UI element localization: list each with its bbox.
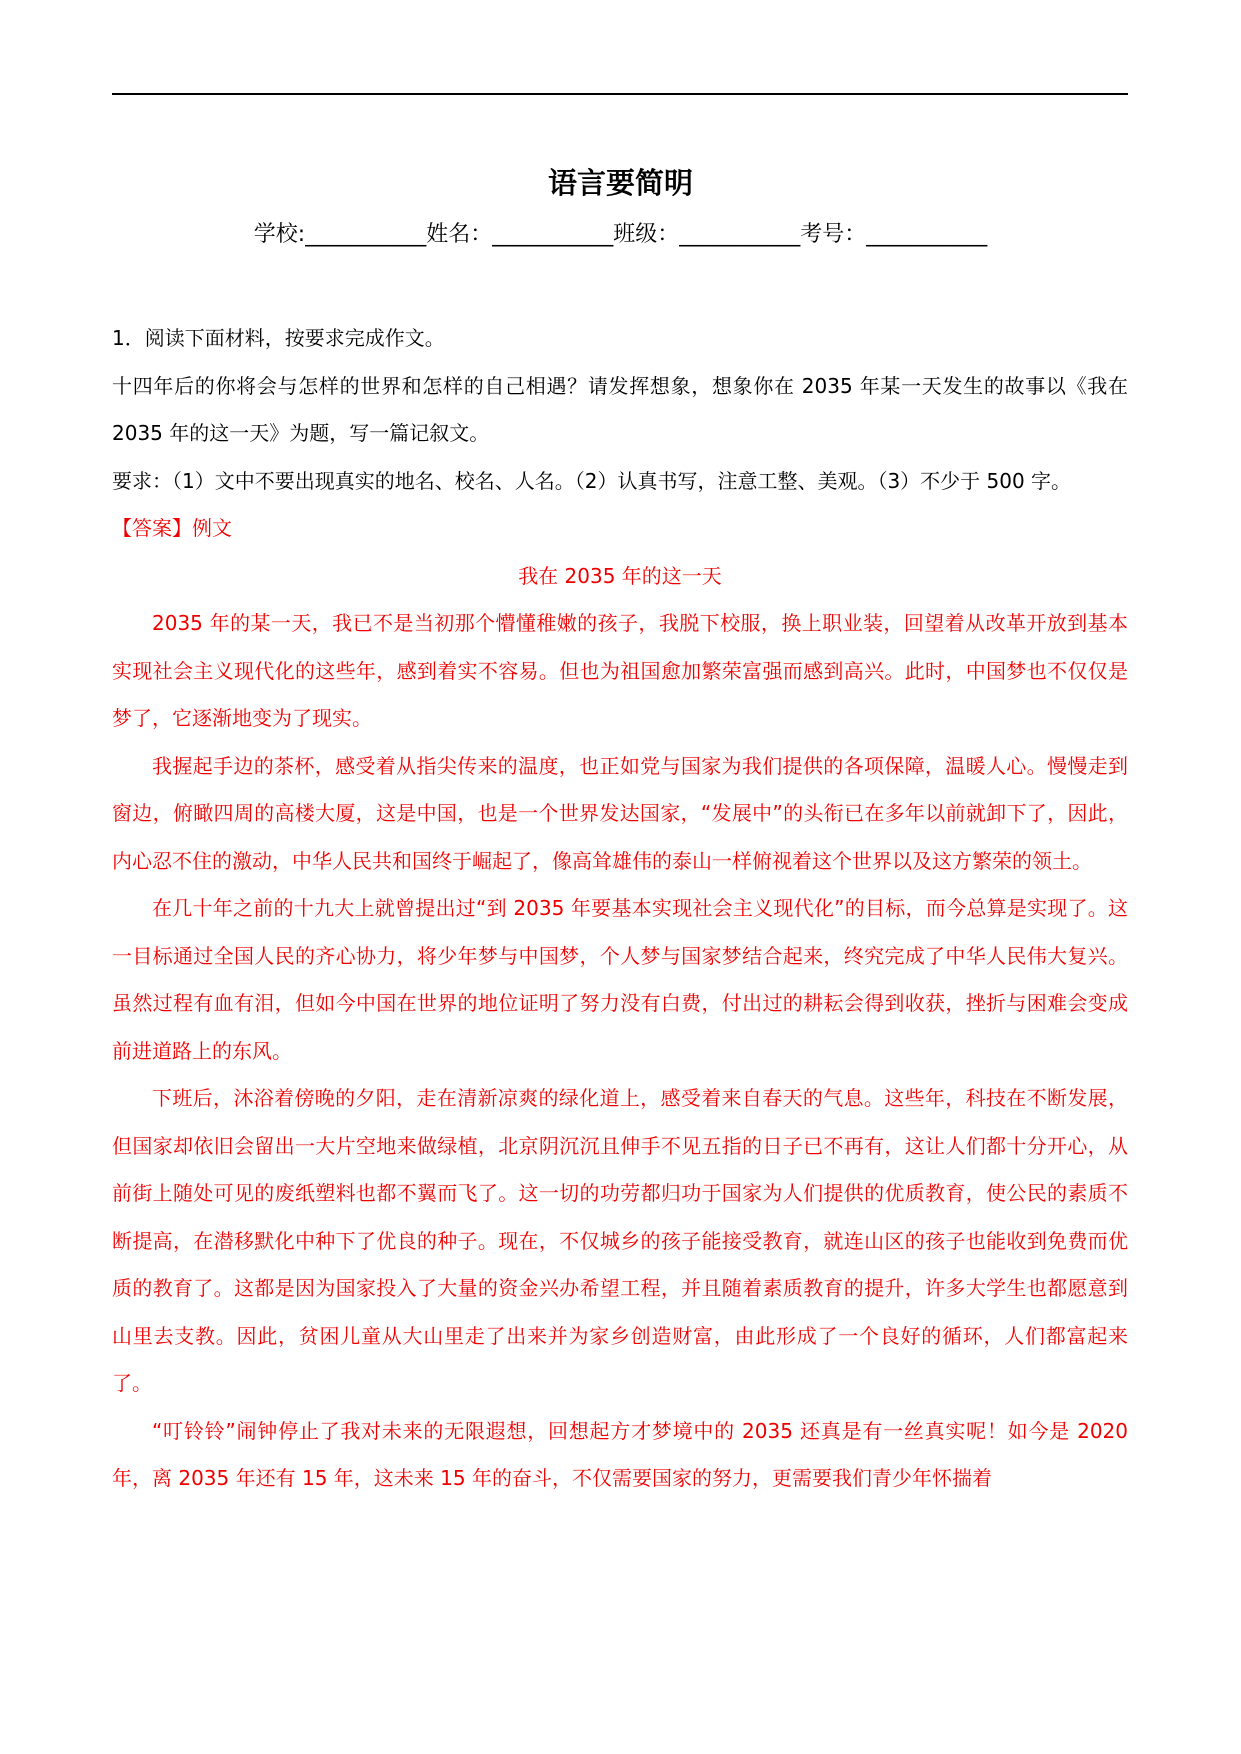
question-requirements: 要求：（1）文中不要出现真实的地名、校名、人名。（2）认真书写，注意工整、美观。（3）不少于 500 字。 [112,468,1072,493]
header-rule [112,93,1128,95]
answer-label: 【答案】例文 [112,516,232,540]
document-content [112,315,1128,1503]
essay-paragraph: 下班后，沐浴着傍晚的夕阳，走在清新凉爽的绿化道上，感受着来自春天的气息。这些年，科技在不断发展，但国家却依旧会留出一大片空地来做绿植，北京阴沉沉且伸手不见五指的日子已不再有，这让人们都十分开心，从前街上随处可见的废纸塑料也都不翼而飞了。这一切的功劳都归功于国家为人们提供的优质教育，使公民的素质不断提高，在潜移默化中种下了优良的种子。现在，不仅城乡的孩子能接受教育，就连山区的孩子也能收到免费而优质的教育了。这都是因为国家投入了大量的资金兴办希望工程，并且随着素质教育的提升，许多大学生也都愿意到山里去支教。因此，贫困儿童从大山里走了出来并为家乡创造财富，由此形成了一个良好的循环，人们都富起来了。 [112,1086,1128,1395]
question-material: 十四年后的你将会与怎样的世界和怎样的自己相遇？请发挥想象，想象你在 2035 年某一天发生的故事以《我在 2035 年的这一天》为题，写一篇记叙文。 [112,373,1128,445]
essay-paragraph: 在几十年之前的十九大上就曾提出过“到 2035 年要基本实现社会主义现代化”的目标，而今总算是实现了。这一目标通过全国人民的齐心协力，将少年梦与中国梦，个人梦与国家梦结合起来，终究完成了中华人民伟大复兴。虽然过程有血有泪，但如今中国在世界的地位证明了努力没有白费，付出过的耕耘会得到收获，挫折与困难会变成前进道路上的东风。 [112,896,1128,1063]
essay-paragraph: 我握起手边的茶杯，感受着从指尖传来的温度，也正如党与国家为我们提供的各项保障，温暖人心。慢慢走到窗边，俯瞰四周的高楼大厦，这是中国，也是一个世界发达国家，“发展中”的头衔已在多年以前就卸下了，因此，内心忍不住的激动，中华人民共和国终于崛起了，像高耸雄伟的泰山一样俯视着这个世界以及这方繁荣的领土。 [112,753,1128,873]
question-stem: 1．阅读下面材料，按要求完成作文。 [112,326,445,350]
essay-paragraph: “叮铃铃”闹钟停止了我对未来的无限遐想，回想起方才梦境中的 2035 还真是有一丝真实呢！如今是 2020 年，离 2035 年还有 15 年，这未来 15 年的奋斗，不仅需要国家的努力，更需要我们青少年怀揣着 [112,1418,1128,1490]
essay-paragraph: 2035 年的某一天，我已不是当初那个懵懂稚嫩的孩子，我脱下校服，换上职业装，回望着从改革开放到基本实现社会主义现代化的这些年，感到着实不容易。但也为祖国愈加繁荣富强而感到高兴。此时，中国梦也不仅仅是梦了，它逐渐地变为了现实。 [112,611,1128,730]
page-title: 语言要简明 [547,166,693,200]
student-info-fields: 学校:___________姓名：___________班级：___________考号：___________ [253,222,988,247]
essay-title: 我在 2035 年的这一天 [518,563,722,588]
